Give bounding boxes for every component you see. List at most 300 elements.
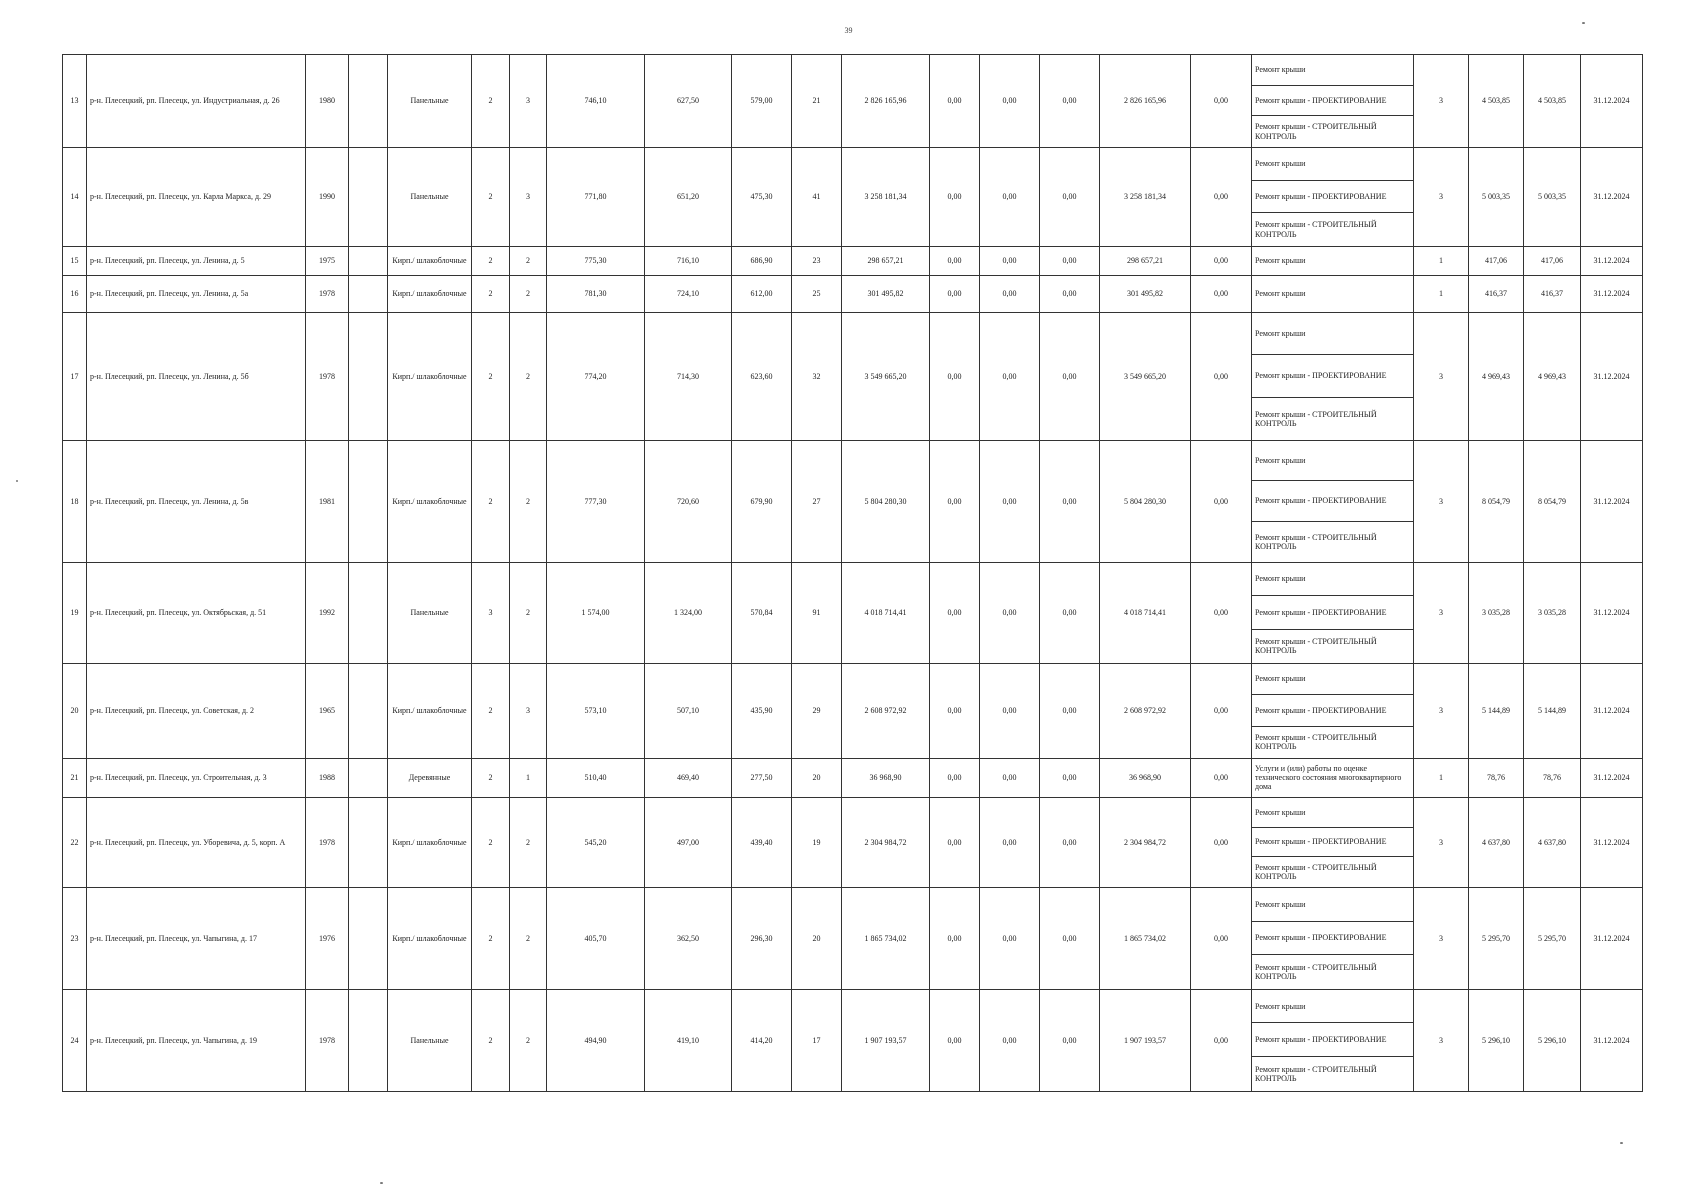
year-overhaul-cell — [349, 246, 388, 275]
year-built-cell: 1981 — [306, 440, 349, 562]
work-item: Ремонт крыши — [1252, 664, 1413, 695]
address-cell: р-н. Плесецкий, рп. Плесецк, ул. Ленина, д. 5 — [87, 246, 306, 275]
scan-speck — [1582, 22, 1585, 24]
cost-fund-cell: 0,00 — [930, 147, 980, 246]
cost-other-cell: 0,00 — [1191, 246, 1252, 275]
work-item: Ремонт крыши — [1252, 888, 1413, 922]
deadline-cell: 31.12.2024 — [1581, 562, 1643, 663]
page-number: 39 — [844, 26, 853, 35]
work-item: Ремонт крыши - ПРОЕКТИРОВАНИЕ — [1252, 922, 1413, 956]
cost-owners-cell: 1 865 734,02 — [1100, 887, 1191, 989]
cost-owners-cell: 2 608 972,92 — [1100, 663, 1191, 758]
unit-cost-cell: 417,06 — [1469, 246, 1524, 275]
cost-total-cell: 298 657,21 — [842, 246, 930, 275]
unit-cost-max-cell: 5 144,89 — [1524, 663, 1581, 758]
entrances-cell: 2 — [510, 440, 547, 562]
unit-cost-max-cell: 5 296,10 — [1524, 989, 1581, 1091]
residential-area-cell: 439,40 — [732, 797, 792, 887]
cost-total-cell: 2 608 972,92 — [842, 663, 930, 758]
residential-area-cell: 623,60 — [732, 312, 792, 440]
address-cell: р-н. Плесецкий, рп. Плесецк, ул. Карла Маркса, д. 29 — [87, 147, 306, 246]
unit-cost-max-cell: 5 295,70 — [1524, 887, 1581, 989]
work-item: Ремонт крыши - СТРОИТЕЛЬНЫЙ КОНТРОЛЬ — [1255, 637, 1377, 656]
cost-other-cell: 0,00 — [1191, 440, 1252, 562]
premises-area-cell: 716,10 — [645, 246, 732, 275]
cost-owners-cell: 3 549 665,20 — [1100, 312, 1191, 440]
works-cell — [1252, 440, 1414, 562]
table-row — [63, 147, 1643, 246]
total-area-cell: 775,30 — [547, 246, 645, 275]
unit-cost-cell: 5 144,89 — [1469, 663, 1524, 758]
floors-cell: 2 — [472, 797, 510, 887]
entrances-cell: 2 — [510, 887, 547, 989]
total-area-cell: 781,30 — [547, 275, 645, 312]
residents-cell: 32 — [792, 312, 842, 440]
unit-cost-cell: 78,76 — [1469, 758, 1524, 797]
unit-cost-cell: 3 035,28 — [1469, 562, 1524, 663]
row-number: 20 — [63, 663, 87, 758]
cost-total-cell: 301 495,82 — [842, 275, 930, 312]
cost-municipal-cell: 0,00 — [1040, 758, 1100, 797]
cost-total-cell: 3 549 665,20 — [842, 312, 930, 440]
address-cell: р-н. Плесецкий, рп. Плесецк, ул. Уборевича, д. 5, корп. А — [87, 797, 306, 887]
unit-cost-cell: 5 296,10 — [1469, 989, 1524, 1091]
wall-material-cell: Кирп./ шлакоблочные — [388, 275, 472, 312]
year-built-cell: 1965 — [306, 663, 349, 758]
residential-area-cell: 296,30 — [732, 887, 792, 989]
table-row — [63, 989, 1643, 1091]
cost-municipal-cell: 0,00 — [1040, 663, 1100, 758]
residents-cell: 17 — [792, 989, 842, 1091]
wall-material-cell: Кирп./ шлакоблочные — [388, 246, 472, 275]
row-number: 15 — [63, 246, 87, 275]
total-area-cell: 545,20 — [547, 797, 645, 887]
cost-fund-cell: 0,00 — [930, 989, 980, 1091]
premises-area-cell: 507,10 — [645, 663, 732, 758]
cost-fund-cell: 0,00 — [930, 758, 980, 797]
cost-total-cell: 4 018 714,41 — [842, 562, 930, 663]
year-built-cell: 1976 — [306, 887, 349, 989]
cost-fund-cell: 0,00 — [930, 797, 980, 887]
unit-cost-max-cell: 4 637,80 — [1524, 797, 1581, 887]
work-item: Ремонт крыши — [1255, 289, 1306, 299]
cost-municipal-cell: 0,00 — [1040, 55, 1100, 148]
unit-cost-cell: 416,37 — [1469, 275, 1524, 312]
cost-other-cell: 0,00 — [1191, 562, 1252, 663]
total-area-cell: 405,70 — [547, 887, 645, 989]
unit-cost-cell: 4 969,43 — [1469, 312, 1524, 440]
table-row — [63, 246, 1643, 275]
cost-fund-cell: 0,00 — [930, 275, 980, 312]
work-item: Ремонт крыши - ПРОЕКТИРОВАНИЕ — [1252, 695, 1413, 726]
deadline-cell: 31.12.2024 — [1581, 275, 1643, 312]
works-cell — [1252, 758, 1414, 797]
floors-cell: 2 — [472, 887, 510, 989]
cost-municipal-cell: 0,00 — [1040, 275, 1100, 312]
works-cell — [1252, 246, 1414, 275]
work-item: Ремонт крыши - СТРОИТЕЛЬНЫЙ КОНТРОЛЬ — [1255, 1064, 1377, 1083]
cost-municipal-cell: 0,00 — [1040, 797, 1100, 887]
cost-total-cell: 36 968,90 — [842, 758, 930, 797]
wall-material-cell: Кирп./ шлакоблочные — [388, 887, 472, 989]
works-count-cell: 3 — [1414, 887, 1469, 989]
work-item: Ремонт крыши — [1252, 55, 1413, 86]
work-item: Ремонт крыши - ПРОЕКТИРОВАНИЕ — [1252, 596, 1413, 629]
year-overhaul-cell — [349, 887, 388, 989]
total-area-cell: 510,40 — [547, 758, 645, 797]
floors-cell: 2 — [472, 246, 510, 275]
cost-other-cell: 0,00 — [1191, 147, 1252, 246]
cost-fund-cell: 0,00 — [930, 55, 980, 148]
cost-fund-cell: 0,00 — [930, 440, 980, 562]
year-overhaul-cell — [349, 562, 388, 663]
cost-municipal-cell: 0,00 — [1040, 562, 1100, 663]
overhaul-register-table — [62, 54, 1643, 1092]
premises-area-cell: 651,20 — [645, 147, 732, 246]
entrances-cell: 3 — [510, 55, 547, 148]
deadline-cell: 31.12.2024 — [1581, 55, 1643, 148]
deadline-cell: 31.12.2024 — [1581, 887, 1643, 989]
cost-municipal-cell: 0,00 — [1040, 887, 1100, 989]
work-item: Ремонт крыши - СТРОИТЕЛЬНЫЙ КОНТРОЛЬ — [1255, 733, 1377, 752]
total-area-cell: 771,80 — [547, 147, 645, 246]
year-overhaul-cell — [349, 440, 388, 562]
unit-cost-cell: 5 003,35 — [1469, 147, 1524, 246]
unit-cost-max-cell: 5 003,35 — [1524, 147, 1581, 246]
deadline-cell: 31.12.2024 — [1581, 663, 1643, 758]
year-overhaul-cell — [349, 55, 388, 148]
premises-area-cell: 627,50 — [645, 55, 732, 148]
cost-municipal-cell: 0,00 — [1040, 246, 1100, 275]
cost-regional-cell: 0,00 — [980, 562, 1040, 663]
residential-area-cell: 612,00 — [732, 275, 792, 312]
deadline-cell: 31.12.2024 — [1581, 440, 1643, 562]
total-area-cell: 746,10 — [547, 55, 645, 148]
floors-cell: 2 — [472, 147, 510, 246]
residents-cell: 41 — [792, 147, 842, 246]
work-item: Ремонт крыши — [1252, 990, 1413, 1024]
work-item: Ремонт крыши - СТРОИТЕЛЬНЫЙ КОНТРОЛЬ — [1255, 122, 1377, 141]
residential-area-cell: 435,90 — [732, 663, 792, 758]
cost-other-cell: 0,00 — [1191, 55, 1252, 148]
work-item: Ремонт крыши - ПРОЕКТИРОВАНИЕ — [1252, 828, 1413, 858]
row-number: 17 — [63, 312, 87, 440]
year-overhaul-cell — [349, 797, 388, 887]
floors-cell: 2 — [472, 312, 510, 440]
work-item: Ремонт крыши - ПРОЕКТИРОВАНИЕ — [1252, 86, 1413, 117]
entrances-cell: 2 — [510, 562, 547, 663]
cost-municipal-cell: 0,00 — [1040, 440, 1100, 562]
cost-total-cell: 5 804 280,30 — [842, 440, 930, 562]
residential-area-cell: 570,84 — [732, 562, 792, 663]
work-item: Ремонт крыши — [1252, 313, 1413, 355]
residents-cell: 20 — [792, 758, 842, 797]
unit-cost-cell: 4 637,80 — [1469, 797, 1524, 887]
cost-owners-cell: 4 018 714,41 — [1100, 562, 1191, 663]
row-number: 23 — [63, 887, 87, 989]
total-area-cell: 777,30 — [547, 440, 645, 562]
work-item: Ремонт крыши — [1252, 563, 1413, 596]
floors-cell: 2 — [472, 663, 510, 758]
cost-other-cell: 0,00 — [1191, 663, 1252, 758]
residents-cell: 91 — [792, 562, 842, 663]
cost-owners-cell: 3 258 181,34 — [1100, 147, 1191, 246]
address-cell: р-н. Плесецкий, рп. Плесецк, ул. Чапыгина, д. 17 — [87, 887, 306, 989]
row-number: 13 — [63, 55, 87, 148]
works-cell — [1252, 989, 1414, 1091]
work-item: Ремонт крыши - СТРОИТЕЛЬНЫЙ КОНТРОЛЬ — [1255, 962, 1377, 981]
residential-area-cell: 475,30 — [732, 147, 792, 246]
address-cell: р-н. Плесецкий, рп. Плесецк, ул. Ленина, д. 5а — [87, 275, 306, 312]
unit-cost-max-cell: 8 054,79 — [1524, 440, 1581, 562]
residential-area-cell: 414,20 — [732, 989, 792, 1091]
year-built-cell: 1978 — [306, 989, 349, 1091]
floors-cell: 2 — [472, 275, 510, 312]
scan-speck — [16, 480, 18, 482]
deadline-cell: 31.12.2024 — [1581, 147, 1643, 246]
total-area-cell: 494,90 — [547, 989, 645, 1091]
address-cell: р-н. Плесецкий, рп. Плесецк, ул. Индустриальная, д. 26 — [87, 55, 306, 148]
year-built-cell: 1980 — [306, 55, 349, 148]
premises-area-cell: 1 324,00 — [645, 562, 732, 663]
premises-area-cell: 714,30 — [645, 312, 732, 440]
address-cell: р-н. Плесецкий, рп. Плесецк, ул. Чапыгина, д. 19 — [87, 989, 306, 1091]
works-count-cell: 3 — [1414, 797, 1469, 887]
wall-material-cell: Кирп./ шлакоблочные — [388, 312, 472, 440]
residents-cell: 29 — [792, 663, 842, 758]
work-item: Ремонт крыши — [1252, 798, 1413, 828]
wall-material-cell: Панельные — [388, 147, 472, 246]
entrances-cell: 2 — [510, 246, 547, 275]
residential-area-cell: 686,90 — [732, 246, 792, 275]
cost-other-cell: 0,00 — [1191, 758, 1252, 797]
works-count-cell: 3 — [1414, 663, 1469, 758]
works-count-cell: 3 — [1414, 147, 1469, 246]
entrances-cell: 2 — [510, 275, 547, 312]
cost-regional-cell: 0,00 — [980, 797, 1040, 887]
year-built-cell: 1978 — [306, 312, 349, 440]
row-number: 24 — [63, 989, 87, 1091]
cost-other-cell: 0,00 — [1191, 797, 1252, 887]
table-row — [63, 797, 1643, 887]
cost-regional-cell: 0,00 — [980, 989, 1040, 1091]
works-count-cell: 3 — [1414, 989, 1469, 1091]
cost-regional-cell: 0,00 — [980, 312, 1040, 440]
floors-cell: 2 — [472, 989, 510, 1091]
year-overhaul-cell — [349, 989, 388, 1091]
work-item: Ремонт крыши — [1252, 148, 1413, 181]
year-built-cell: 1988 — [306, 758, 349, 797]
row-number: 14 — [63, 147, 87, 246]
premises-area-cell: 469,40 — [645, 758, 732, 797]
year-built-cell: 1978 — [306, 275, 349, 312]
floors-cell: 2 — [472, 758, 510, 797]
year-overhaul-cell — [349, 312, 388, 440]
entrances-cell: 2 — [510, 989, 547, 1091]
cost-owners-cell: 298 657,21 — [1100, 246, 1191, 275]
address-cell: р-н. Плесецкий, рп. Плесецк, ул. Ленина, д. 5в — [87, 440, 306, 562]
cost-regional-cell: 0,00 — [980, 275, 1040, 312]
cost-fund-cell: 0,00 — [930, 312, 980, 440]
deadline-cell: 31.12.2024 — [1581, 797, 1643, 887]
cost-regional-cell: 0,00 — [980, 887, 1040, 989]
cost-regional-cell: 0,00 — [980, 758, 1040, 797]
residential-area-cell: 679,90 — [732, 440, 792, 562]
work-item: Услуги и (или) работы по оценке технического состояния многоквартирного дома — [1255, 764, 1402, 792]
works-cell — [1252, 55, 1414, 148]
unit-cost-max-cell: 78,76 — [1524, 758, 1581, 797]
works-cell — [1252, 797, 1414, 887]
deadline-cell: 31.12.2024 — [1581, 246, 1643, 275]
table-row — [63, 55, 1643, 148]
works-count-cell: 3 — [1414, 562, 1469, 663]
cost-regional-cell: 0,00 — [980, 663, 1040, 758]
cost-municipal-cell: 0,00 — [1040, 989, 1100, 1091]
table-row — [63, 275, 1643, 312]
works-count-cell: 1 — [1414, 758, 1469, 797]
floors-cell: 2 — [472, 440, 510, 562]
cost-owners-cell: 5 804 280,30 — [1100, 440, 1191, 562]
entrances-cell: 1 — [510, 758, 547, 797]
work-item: Ремонт крыши - СТРОИТЕЛЬНЫЙ КОНТРОЛЬ — [1255, 409, 1377, 428]
row-number: 22 — [63, 797, 87, 887]
works-count-cell: 3 — [1414, 312, 1469, 440]
cost-fund-cell: 0,00 — [930, 887, 980, 989]
cost-total-cell: 3 258 181,34 — [842, 147, 930, 246]
unit-cost-max-cell: 4 503,85 — [1524, 55, 1581, 148]
unit-cost-max-cell: 3 035,28 — [1524, 562, 1581, 663]
unit-cost-max-cell: 417,06 — [1524, 246, 1581, 275]
residents-cell: 23 — [792, 246, 842, 275]
cost-regional-cell: 0,00 — [980, 147, 1040, 246]
residents-cell: 20 — [792, 887, 842, 989]
row-number: 19 — [63, 562, 87, 663]
works-cell — [1252, 663, 1414, 758]
table-row — [63, 663, 1643, 758]
wall-material-cell: Панельные — [388, 562, 472, 663]
entrances-cell: 3 — [510, 663, 547, 758]
unit-cost-cell: 4 503,85 — [1469, 55, 1524, 148]
residents-cell: 25 — [792, 275, 842, 312]
wall-material-cell: Деревянные — [388, 758, 472, 797]
year-built-cell: 1990 — [306, 147, 349, 246]
year-built-cell: 1992 — [306, 562, 349, 663]
cost-total-cell: 1 907 193,57 — [842, 989, 930, 1091]
unit-cost-cell: 8 054,79 — [1469, 440, 1524, 562]
cost-total-cell: 2 826 165,96 — [842, 55, 930, 148]
year-overhaul-cell — [349, 758, 388, 797]
works-count-cell: 1 — [1414, 246, 1469, 275]
address-cell: р-н. Плесецкий, рп. Плесецк, ул. Ленина, д. 5б — [87, 312, 306, 440]
work-item: Ремонт крыши - СТРОИТЕЛЬНЫЙ КОНТРОЛЬ — [1255, 220, 1377, 239]
unit-cost-cell: 5 295,70 — [1469, 887, 1524, 989]
wall-material-cell: Кирп./ шлакоблочные — [388, 440, 472, 562]
register-body — [63, 55, 1643, 1092]
year-built-cell: 1978 — [306, 797, 349, 887]
residential-area-cell: 579,00 — [732, 55, 792, 148]
cost-regional-cell: 0,00 — [980, 246, 1040, 275]
wall-material-cell: Кирп./ шлакоблочные — [388, 663, 472, 758]
scan-speck — [1620, 1142, 1623, 1144]
cost-other-cell: 0,00 — [1191, 275, 1252, 312]
wall-material-cell: Панельные — [388, 989, 472, 1091]
residents-cell: 21 — [792, 55, 842, 148]
row-number: 21 — [63, 758, 87, 797]
total-area-cell: 573,10 — [547, 663, 645, 758]
work-item: Ремонт крыши - ПРОЕКТИРОВАНИЕ — [1252, 481, 1413, 521]
premises-area-cell: 720,60 — [645, 440, 732, 562]
table-row — [63, 440, 1643, 562]
work-item: Ремонт крыши - ПРОЕКТИРОВАНИЕ — [1252, 1023, 1413, 1057]
work-item: Ремонт крыши - СТРОИТЕЛЬНЫЙ КОНТРОЛЬ — [1255, 862, 1377, 882]
cost-total-cell: 1 865 734,02 — [842, 887, 930, 989]
work-item: Ремонт крыши — [1255, 256, 1306, 266]
cost-fund-cell: 0,00 — [930, 663, 980, 758]
residential-area-cell: 277,50 — [732, 758, 792, 797]
residents-cell: 27 — [792, 440, 842, 562]
total-area-cell: 1 574,00 — [547, 562, 645, 663]
entrances-cell: 3 — [510, 147, 547, 246]
cost-owners-cell: 36 968,90 — [1100, 758, 1191, 797]
floors-cell: 2 — [472, 55, 510, 148]
total-area-cell: 774,20 — [547, 312, 645, 440]
work-item: Ремонт крыши - ПРОЕКТИРОВАНИЕ — [1252, 355, 1413, 397]
address-cell: р-н. Плесецкий, рп. Плесецк, ул. Октябрьская, д. 51 — [87, 562, 306, 663]
cost-regional-cell: 0,00 — [980, 55, 1040, 148]
entrances-cell: 2 — [510, 312, 547, 440]
premises-area-cell: 362,50 — [645, 887, 732, 989]
cost-other-cell: 0,00 — [1191, 887, 1252, 989]
cost-fund-cell: 0,00 — [930, 246, 980, 275]
cost-owners-cell: 2 826 165,96 — [1100, 55, 1191, 148]
cost-total-cell: 2 304 984,72 — [842, 797, 930, 887]
table-row — [63, 758, 1643, 797]
cost-municipal-cell: 0,00 — [1040, 312, 1100, 440]
cost-municipal-cell: 0,00 — [1040, 147, 1100, 246]
row-number: 16 — [63, 275, 87, 312]
deadline-cell: 31.12.2024 — [1581, 758, 1643, 797]
address-cell: р-н. Плесецкий, рп. Плесецк, ул. Советская, д. 2 — [87, 663, 306, 758]
deadline-cell: 31.12.2024 — [1581, 989, 1643, 1091]
premises-area-cell: 497,00 — [645, 797, 732, 887]
works-cell — [1252, 147, 1414, 246]
works-count-cell: 1 — [1414, 275, 1469, 312]
unit-cost-max-cell: 416,37 — [1524, 275, 1581, 312]
cost-other-cell: 0,00 — [1191, 312, 1252, 440]
row-number: 18 — [63, 440, 87, 562]
wall-material-cell: Кирп./ шлакоблочные — [388, 797, 472, 887]
floors-cell: 3 — [472, 562, 510, 663]
scan-speck — [380, 1182, 383, 1184]
cost-owners-cell: 301 495,82 — [1100, 275, 1191, 312]
residents-cell: 19 — [792, 797, 842, 887]
table-row — [63, 312, 1643, 440]
work-item: Ремонт крыши - СТРОИТЕЛЬНЫЙ КОНТРОЛЬ — [1255, 532, 1377, 551]
cost-owners-cell: 1 907 193,57 — [1100, 989, 1191, 1091]
cost-regional-cell: 0,00 — [980, 440, 1040, 562]
cost-owners-cell: 2 304 984,72 — [1100, 797, 1191, 887]
unit-cost-max-cell: 4 969,43 — [1524, 312, 1581, 440]
year-overhaul-cell — [349, 275, 388, 312]
work-item: Ремонт крыши - ПРОЕКТИРОВАНИЕ — [1252, 181, 1413, 214]
year-overhaul-cell — [349, 147, 388, 246]
works-count-cell: 3 — [1414, 440, 1469, 562]
cost-fund-cell: 0,00 — [930, 562, 980, 663]
year-overhaul-cell — [349, 663, 388, 758]
works-cell — [1252, 275, 1414, 312]
wall-material-cell: Панельные — [388, 55, 472, 148]
table-row — [63, 562, 1643, 663]
